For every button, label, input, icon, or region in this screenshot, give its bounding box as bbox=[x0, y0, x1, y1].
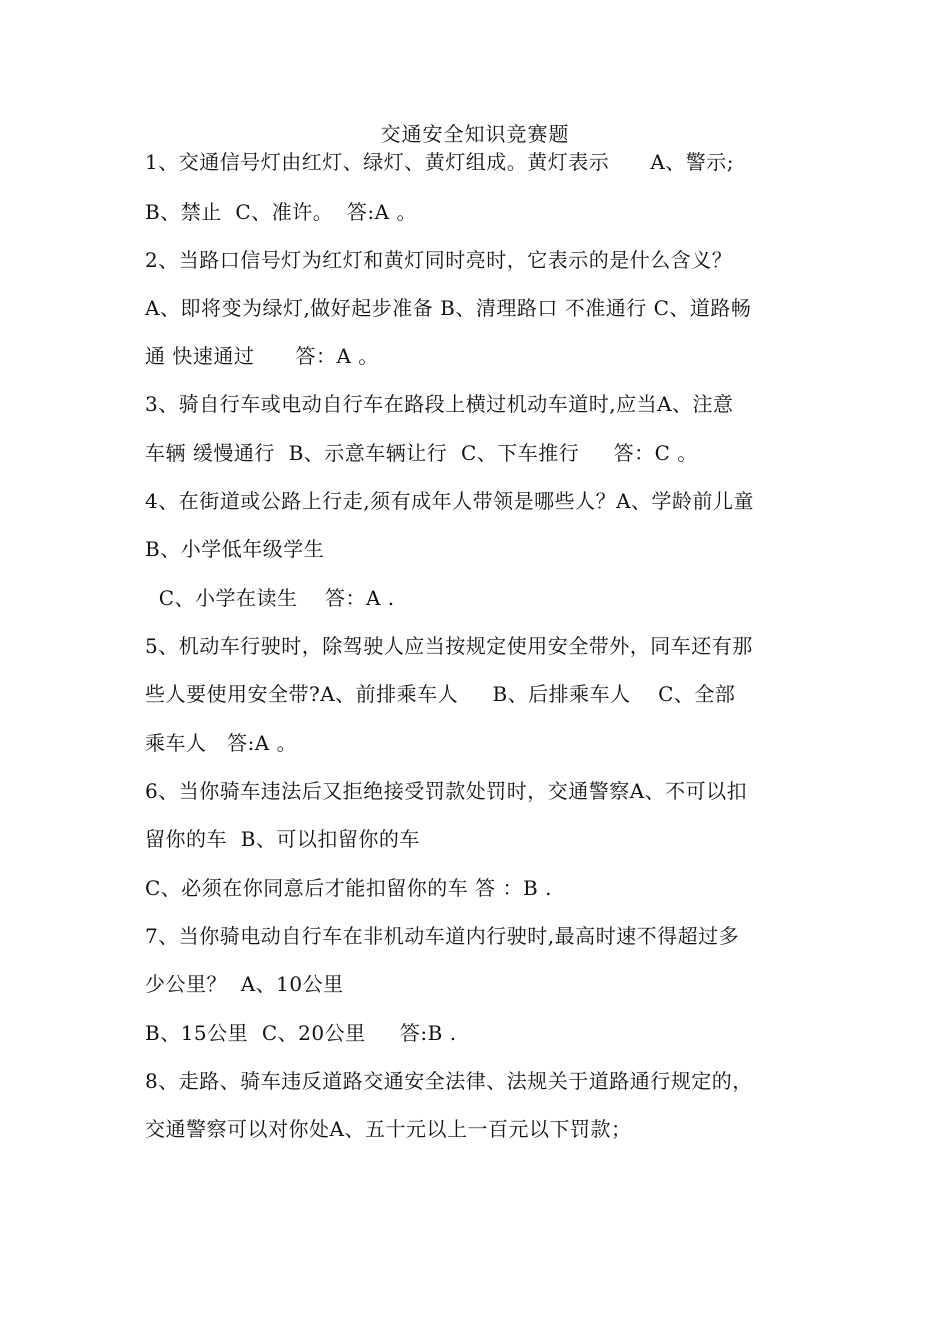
text-line: 交通警察可以对你处A、五十元以上一百元以下罚款； bbox=[145, 1117, 632, 1141]
text-line: 4、在街道或公路上行走,须有成年人带领是哪些人？A、学龄前儿童 bbox=[145, 489, 755, 513]
document-title: 交通安全知识竞赛题 bbox=[380, 122, 570, 146]
text-line: 7、当你骑电动自行车在非机动车道内行驶时,最高时速不得超过多 bbox=[145, 924, 740, 948]
text-line: 1、交通信号灯由红灯、绿灯、黄灯组成。黄灯表示 A、警示; bbox=[145, 150, 735, 174]
text-line: 少公里？ A、10公里 bbox=[145, 972, 344, 996]
text-line: 留你的车 B、可以扣留你的车 bbox=[145, 827, 420, 851]
text-line: 2、当路口信号灯为红灯和黄灯同时亮时，它表示的是什么含义？ bbox=[145, 248, 733, 272]
text-line: B、小学低年级学生 bbox=[145, 537, 325, 561]
text-line: B、15公里 C、20公里 答:B . bbox=[145, 1021, 457, 1045]
text-line: 些人要使用安全带?A、前排乘车人 B、后排乘车人 C、全部 bbox=[145, 682, 736, 706]
text-line: 8、走路、骑车违反道路交通安全法律、法规关于道路通行规定的， bbox=[145, 1069, 753, 1093]
text-line: 车辆 缓慢通行 B、示意车辆让行 C、下车推行 答：C 。 bbox=[145, 441, 698, 465]
text-line: 6、当你骑车违法后又拒绝接受罚款处罚时，交通警察A、不可以扣 bbox=[145, 779, 748, 803]
text-line: 乘车人 答:A 。 bbox=[145, 731, 298, 755]
text-line: C、小学在读生 答：A . bbox=[145, 586, 395, 610]
text-line: C、必须在你同意后才能扣留你的车 答 ：B . bbox=[145, 876, 552, 900]
text-line: A、即将变为绿灯,做好起步准备 B、清理路口 不准通行 C、道路畅 bbox=[145, 296, 752, 320]
text-line: 5、机动车行驶时，除驾驶人应当按规定使用安全带外，同车还有那 bbox=[145, 634, 753, 658]
text-line: 通 快速通过 答：A 。 bbox=[145, 344, 379, 368]
text-line: B、禁止 C、准许。 答:A 。 bbox=[145, 200, 417, 224]
text-line: 3、骑自行车或电动自行车在路段上横过机动车道时,应当A、注意 bbox=[145, 392, 734, 416]
